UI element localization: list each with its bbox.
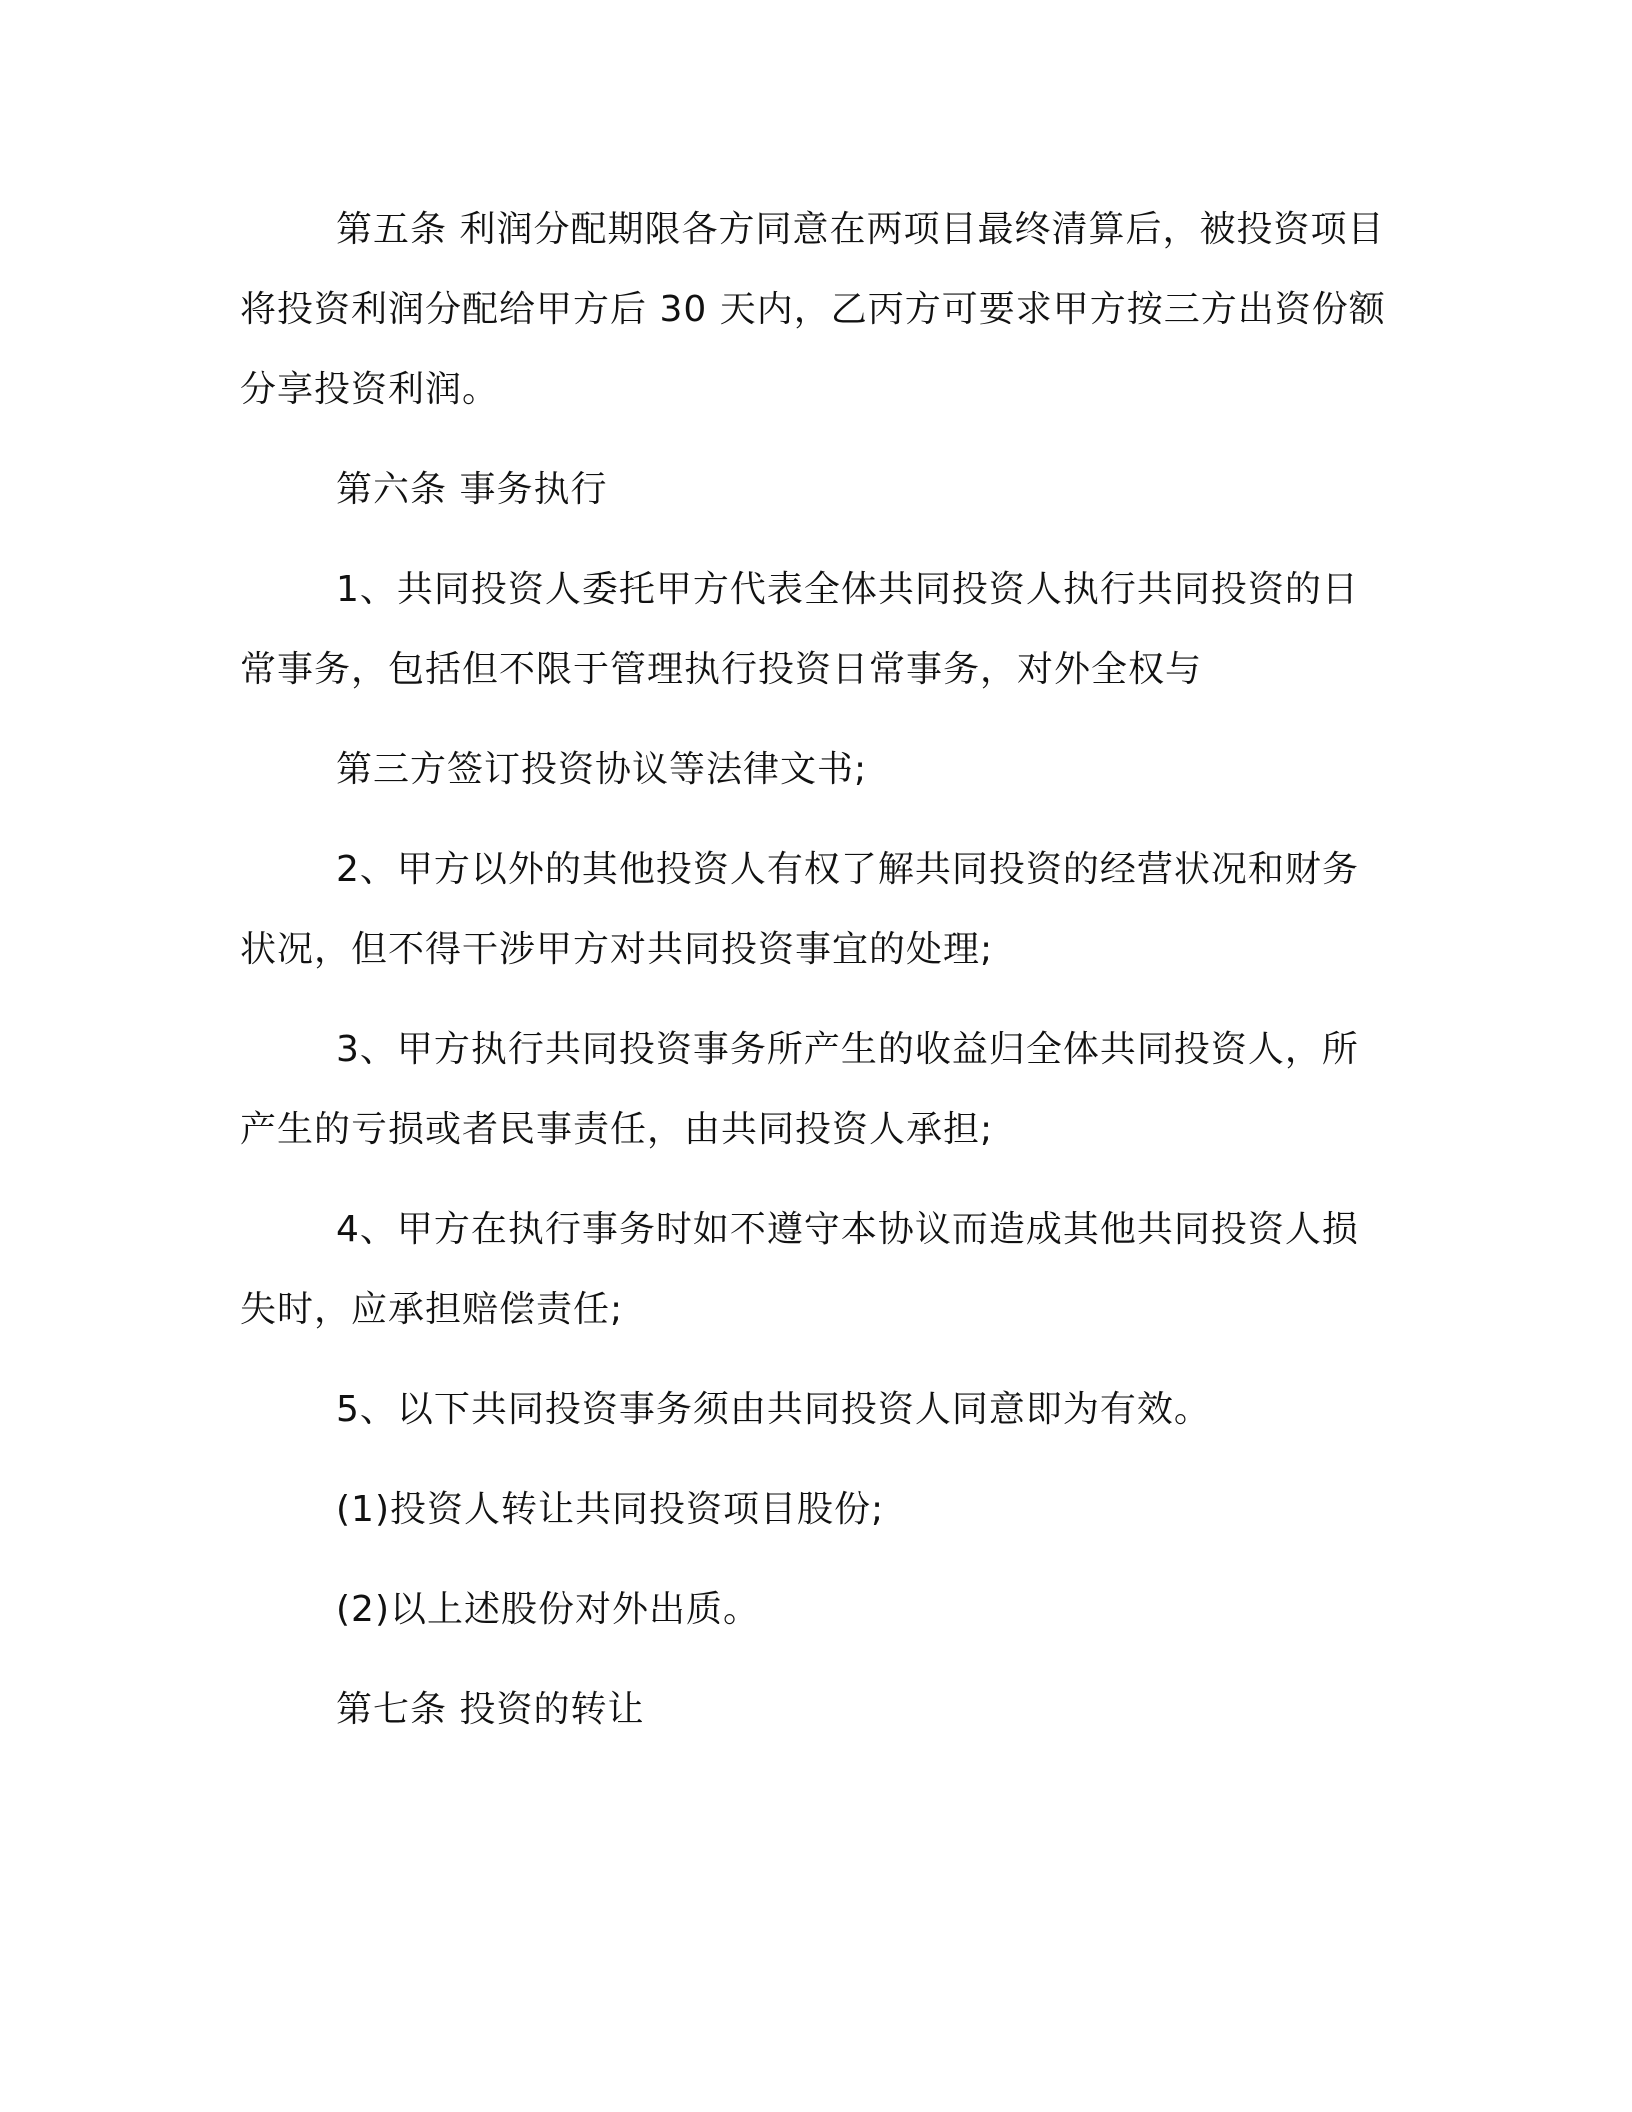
- paragraph-gap: [240, 530, 1390, 550]
- article-6-item-2: 2、甲方以外的其他投资人有权了解共同投资的经营状况和财务状况，但不得干涉甲方对共同投资事宜的处理;: [240, 849, 1359, 970]
- article-6-item-1-continued: 第三方签订投资协议等法律文书;: [336, 749, 868, 790]
- paragraph-gap: [240, 990, 1390, 1010]
- paragraph-gap: [240, 1350, 1390, 1370]
- paragraph-gap: [240, 1550, 1390, 1570]
- paragraph-gap: [240, 1170, 1390, 1190]
- paragraph-gap: [240, 430, 1390, 450]
- article-6-item-5-sub-1: (1)投资人转让共同投资项目股份;: [336, 1489, 885, 1530]
- article-6-item-5-sub-2: (2)以上述股份对外出质。: [336, 1589, 760, 1630]
- article-6-item-4: 4、甲方在执行事务时如不遵守本协议而造成其他共同投资人损失时，应承担赔偿责任;: [240, 1209, 1359, 1330]
- paragraph-gap: [240, 1650, 1390, 1670]
- article-6-item-3: 3、甲方执行共同投资事务所产生的收益归全体共同投资人，所产生的亏损或者民事责任，由共同投资人承担;: [240, 1029, 1359, 1150]
- paragraph-gap: [240, 1450, 1390, 1470]
- article-6-heading: 第六条 事务执行: [336, 469, 608, 510]
- document-page: [240, 190, 1390, 1750]
- article-6-item-1: 1、共同投资人委托甲方代表全体共同投资人执行共同投资的日常事务，包括但不限于管理执行投资日常事务，对外全权与: [240, 569, 1359, 690]
- paragraph-gap: [240, 810, 1390, 830]
- article-6-item-5: 5、以下共同投资事务须由共同投资人同意即为有效。: [336, 1389, 1211, 1430]
- article-5-paragraph: 第五条 利润分配期限各方同意在两项目最终清算后，被投资项目将投资利润分配给甲方后 30 天内，乙丙方可要求甲方按三方出资份额分享投资利润。: [240, 209, 1386, 410]
- paragraph-gap: [240, 710, 1390, 730]
- article-7-heading: 第七条 投资的转让: [336, 1689, 645, 1730]
